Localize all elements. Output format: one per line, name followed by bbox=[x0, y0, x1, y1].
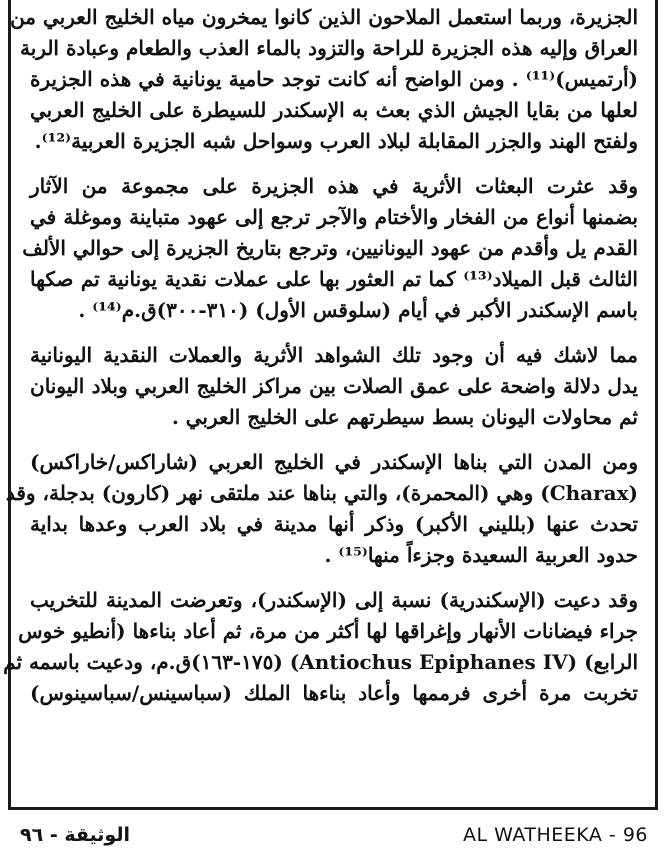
text-line: العراق وإليه هذه الجزيرة للراحة والتزود بالماء العذب والطعام وعبادة الربة bbox=[20, 36, 638, 60]
text-line: الرابع) (Antiochus Epiphanes IV) (١٧٥-١٦٣)ق.م، ودعيت باسمه ثم bbox=[3, 650, 638, 674]
footer-page-label-arabic: الوثيقة - ٩٦ bbox=[20, 824, 130, 846]
text-line: باسم الإسكندر الأكبر في أيام (سلوقس الأول) (٣١٠-٣٠٠)ق.م⁽¹⁴⁾ . bbox=[78, 298, 638, 322]
text-line: لعلها من بقايا الجيش الذي بعث به الإسكندر للسيطرة على الخليج العربي bbox=[30, 98, 638, 122]
article-body bbox=[3, 2, 638, 723]
text-line: يدل دلالة واضحة على عمق الصلات بين مراكز الخليج العربي وبلاد اليونان bbox=[30, 374, 638, 398]
paragraph-2 bbox=[22, 171, 638, 326]
text-line: مما لاشك فيه أن وجود تلك الشواهد الأثرية والعملات النقدية اليونانية bbox=[30, 343, 638, 367]
text-line: ثم محاولات اليونان بسط سيطرتهم على الخليج العربي . bbox=[171, 405, 638, 429]
text-line: حدود العربية السعيدة وجزءاً منها⁽¹⁵⁾ . bbox=[324, 543, 638, 567]
text-line: الجزيرة، وربما استعمل الملاحون الذين كانوا يمخرون مياه الخليج العربي من bbox=[10, 5, 638, 29]
paragraph-1 bbox=[10, 2, 638, 157]
paragraph-5 bbox=[3, 585, 638, 709]
paragraph-4 bbox=[5, 447, 638, 571]
text-line: ومن المدن التي بناها الإسكندر في الخليج العربي (شاراكس/خاراكس) bbox=[30, 450, 638, 474]
text-line: القدم يل وأقدم من عهود اليونانيين، وترجع بتاريخ الجزيرة إلى حوالي الألف bbox=[22, 236, 638, 260]
text-line: (أرتميس)⁽¹¹⁾ . ومن الواضح أنه كانت توجد حامية يونانية في هذه الجزيرة bbox=[30, 67, 638, 91]
text-line: ولفتح الهند والجزر المقابلة لبلاد العرب وسواحل شبه الجزيرة العربية⁽¹²⁾. bbox=[34, 129, 638, 153]
text-line: وقد عثرت البعثات الأثرية في هذه الجزيرة على مجموعة من الآثار bbox=[30, 174, 638, 198]
text-line: تخربت مرة أخرى فرممها وأعاد بناءها الملك (سباسينس/سباسينوس) bbox=[30, 681, 638, 705]
text-line: وقد دعيت (الإسكندرية) نسبة إلى (الإسكندر)، وتعرضت المدينة للتخريب bbox=[30, 588, 638, 612]
text-line: بضمنها أنواع من الفخار والأختام والآجر ترجع إلى عهود متباينة وموغلة في bbox=[30, 205, 638, 229]
paragraph-3 bbox=[30, 340, 638, 433]
text-line: الثالث قبل الميلاد⁽¹³⁾ كما تم العثور بها على عملات نقدية يونانية تم صكها bbox=[30, 267, 638, 291]
page-footer bbox=[12, 822, 656, 852]
text-line: (Charax) وهي (المحمرة)، والتي بناها عند ملتقى نهر (كارون) بدجلة، وقد bbox=[5, 481, 638, 505]
text-line: جراء فيضانات الأنهار وإغراقها لها أكثر من مرة، ثم أعاد بناءها (أنطيو خوس bbox=[18, 619, 638, 643]
text-line: تحدث عنها (بلليني الأكبر) وذكر أنها مدينة في بلاد العرب وعدها بداية bbox=[30, 512, 638, 536]
footer-page-label-english: AL WATHEEKA - 96 bbox=[462, 824, 648, 846]
